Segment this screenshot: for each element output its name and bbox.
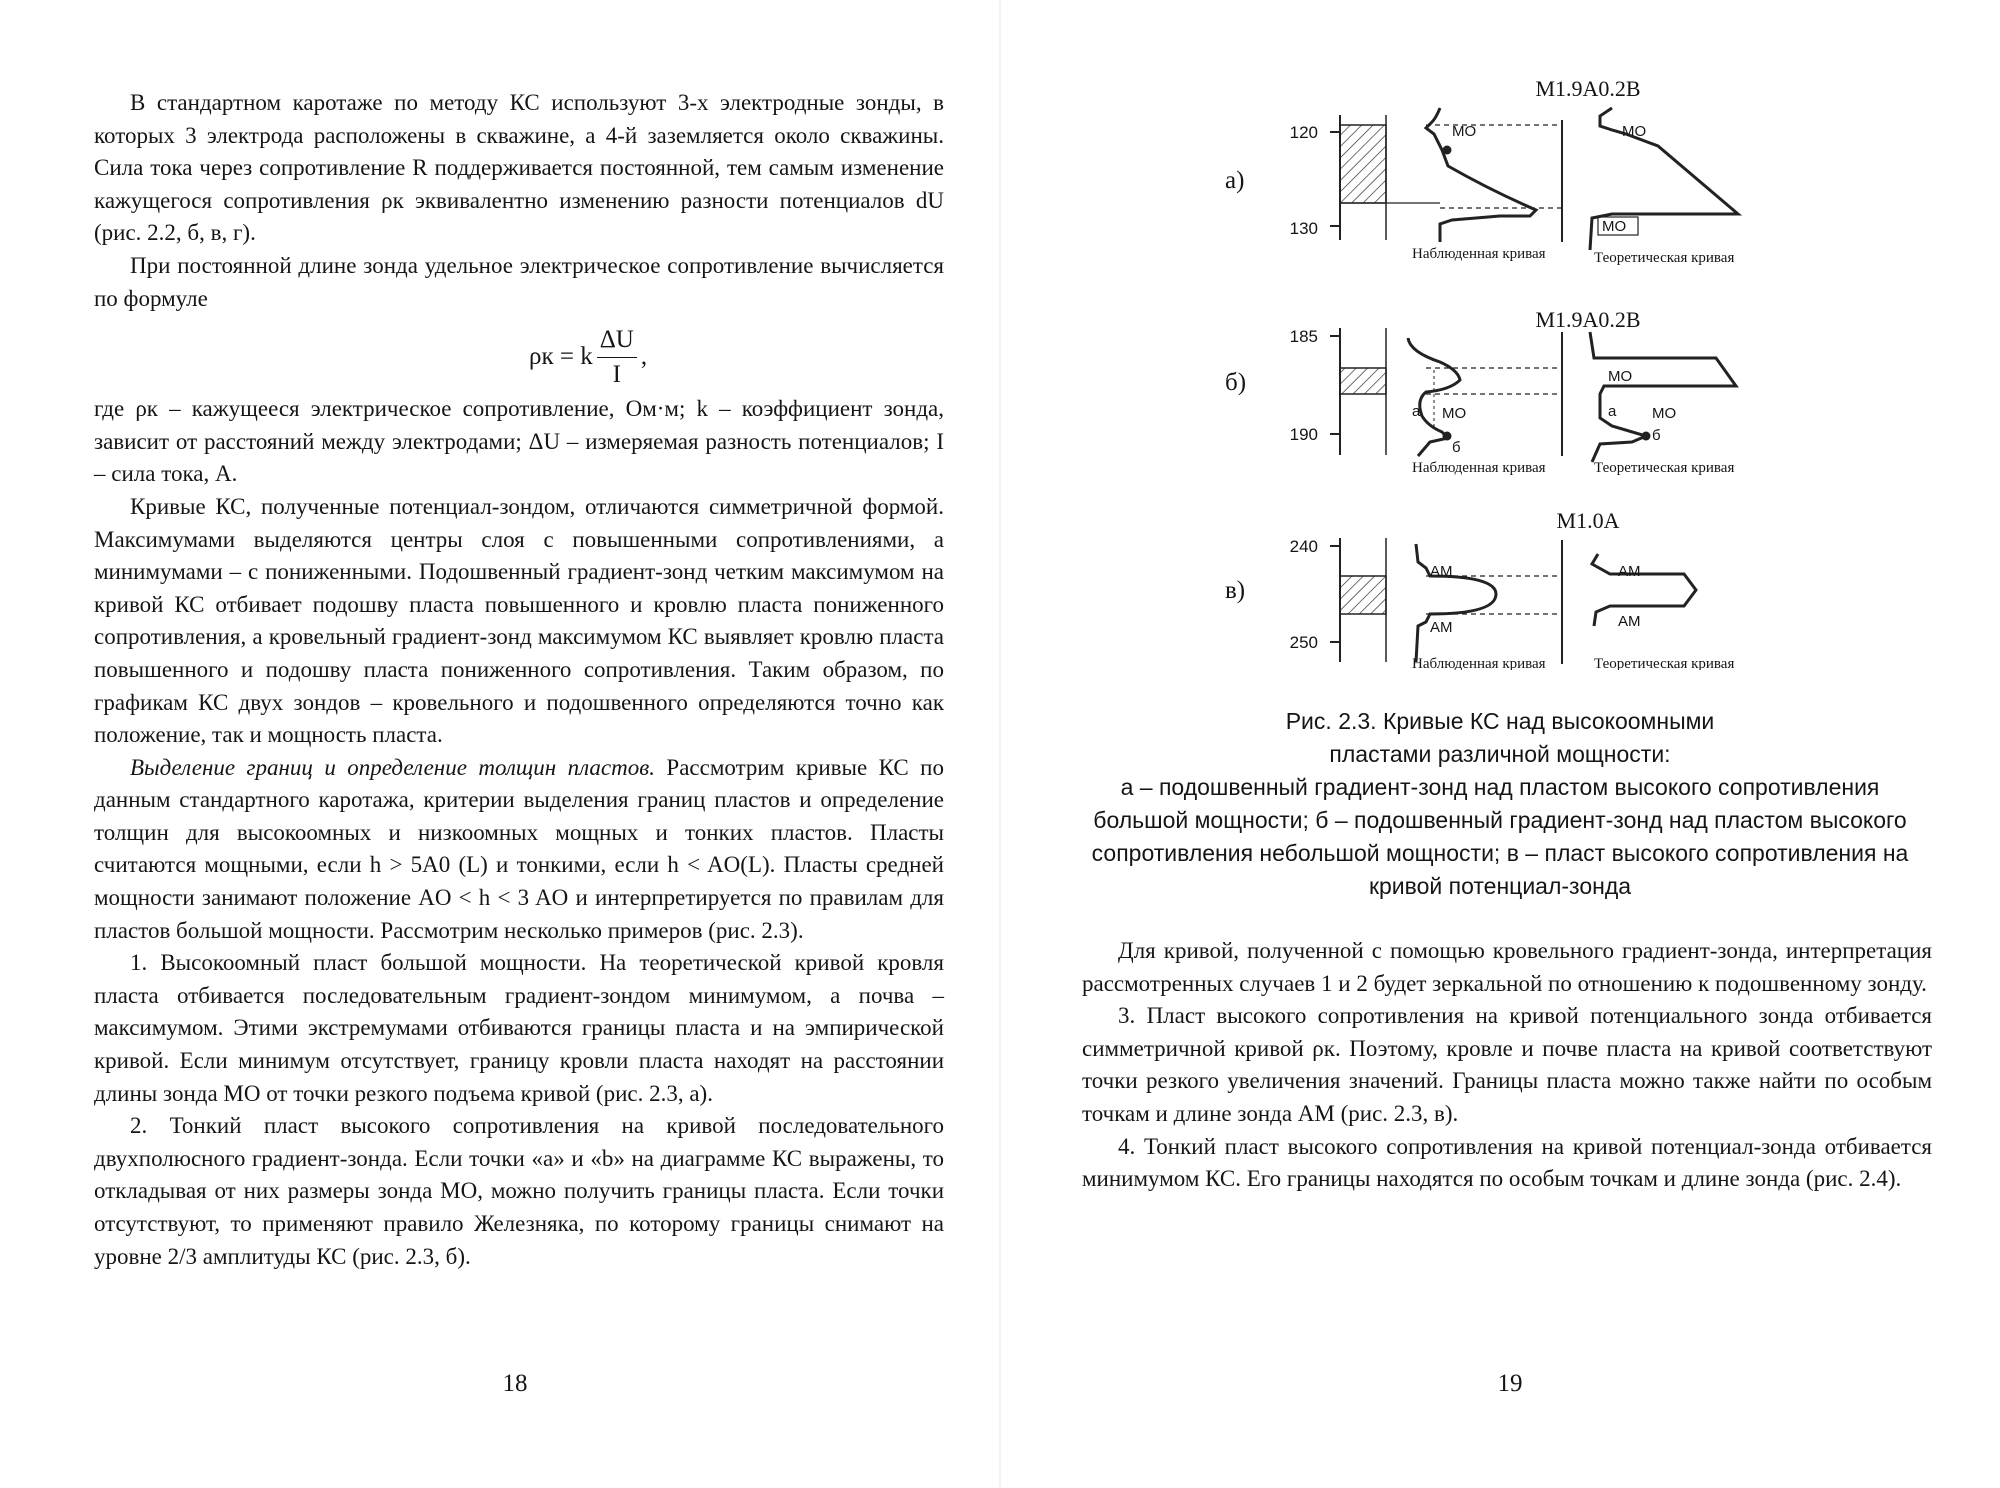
paragraph: При постоянной длине зонда удельное электрическое сопротивление вычисляется по формуле bbox=[94, 252, 944, 311]
depth-label: 185 bbox=[1289, 327, 1318, 346]
curve-point bbox=[1443, 432, 1452, 441]
mark-label: МО bbox=[1442, 405, 1467, 422]
panel-title: M1.9A0.2B bbox=[1535, 76, 1641, 101]
caption-line: большой мощности; б – подошвенный градиент-зонд над пластом высокого bbox=[1093, 807, 1907, 833]
page-number: 18 bbox=[502, 1370, 528, 1397]
point-label: а bbox=[1608, 403, 1617, 420]
mark-label: АМ bbox=[1430, 563, 1453, 580]
mark-label: АМ bbox=[1430, 619, 1453, 636]
numbered-paragraph: 1. Высокоомный пласт большой мощности. На теоретической кривой кровля пласта отбивается последовательным градиент-зондом минимумом, а почва – максимумом. Этими экстремумами отбиваются границы пласта и на эмпирической кривой. Если минимум отсутствует, границу кровли пласта находят на расстоянии длины зонда МО от точки резкого подъема кривой (рис. 2.3, а). bbox=[94, 950, 944, 1106]
theoretical-caption: Теоретическая кривая bbox=[1594, 460, 1735, 476]
resistivity-formula bbox=[94, 315, 944, 393]
formula-fraction bbox=[597, 323, 637, 392]
point-label: б bbox=[1452, 439, 1461, 456]
observed-caption: Наблюденная кривая bbox=[1412, 656, 1546, 670]
mark-label: МО bbox=[1652, 405, 1677, 422]
paragraph: 3. Пласт высокого сопротивления на кривой потенциального зонда отбивается симметричной кривой ρк. Поэтому, кровле и почве пласта на кривой соответствуют точки резкого увеличения значений. Границы пласта можно также найти по особым точкам и длине зонда АМ (рис. 2.3, в). bbox=[1082, 1003, 1932, 1126]
theoretical-curve bbox=[1590, 332, 1736, 462]
paragraph: Кривые КС, полученные потенциал-зондом, отличаются симметричной формой. Максимумами выделяются центры слоя с повышенными сопротивлениями, а минимумами – с пониженными. Подошвенный градиент-зонд четким максимумом на кривой КС отбивает подошву пласта повышенного и кровлю пласта пониженного сопротивления, а кровельный градиент-зонд максимумом КС выявляет кровлю пласта повышенного и подошву пласта пониженного сопротивления. Таким образом, по графикам КС двух зондов – кровельного и подошвенного определяются точно как положение, так и мощность пласта. bbox=[94, 493, 944, 748]
panel-c bbox=[1225, 508, 1734, 670]
panel-title: M1.9A0.2B bbox=[1535, 307, 1641, 332]
panel-title: M1.0A bbox=[1556, 508, 1620, 533]
layer-hatch bbox=[1340, 125, 1386, 203]
right-page-text bbox=[1082, 935, 1932, 1196]
section-paragraph bbox=[94, 752, 944, 948]
theoretical-caption: Теоретическая кривая bbox=[1594, 656, 1735, 670]
formula-numerator: ΔU bbox=[597, 323, 637, 358]
formula-lhs: ρк = k bbox=[529, 343, 593, 371]
mark-label: МО bbox=[1622, 123, 1647, 140]
theoretical-caption: Теоретическая кривая bbox=[1594, 250, 1735, 266]
caption-line: пластами различной мощности: bbox=[1329, 741, 1671, 767]
layer-hatch bbox=[1340, 368, 1386, 394]
depth-label: 240 bbox=[1289, 537, 1318, 556]
panel-label: в) bbox=[1225, 577, 1246, 604]
point-label: а bbox=[1412, 403, 1421, 420]
paragraph: Для кривой, полученной с помощью кровельного градиент-зонда, интерпретация рассмотренных случаев 1 и 2 будет зеркальной по отношению к подошвенному зонду. bbox=[1082, 938, 1932, 996]
observed-curve bbox=[1426, 108, 1536, 242]
section-title: Выделение границ и определение толщин пластов. bbox=[130, 754, 655, 780]
right-page bbox=[1000, 0, 2000, 1488]
paragraph: В стандартном каротаже по методу КС используют 3-х электродные зонды, в которых 3 электрода расположены в скважине, а 4-й заземляется около скважины. Сила тока через сопротивление R поддерживается постоянной, тем самым изменение кажущегося сопротивления ρк эквивалентно изменению разности потенциалов dU (рис. 2.2, б, в, г). bbox=[94, 90, 944, 246]
caption-line: Рис. 2.3. Кривые КС над высокоомными bbox=[1285, 708, 1715, 734]
panel-a bbox=[1225, 76, 1738, 266]
formula-trail: , bbox=[640, 343, 648, 371]
mark-label: АМ bbox=[1618, 563, 1641, 580]
panel-b bbox=[1225, 307, 1736, 476]
left-page-text bbox=[94, 87, 944, 1273]
section-text: Рассмотрим кривые КС по данным стандартного каротажа, критерии выделения границ пластов и определение толщин для высокоомных и низкоомных мощных и тонких пластов. Пласты считаются мощными, если h > 5A0 (L) и тонкими, если h < AO(L). Пласты средней мощности занимают положение AO < h < 3 AO и интерпретируется по правилам для пластов большой мощности. Рассмотрим несколько примеров (рис. 2.3). bbox=[94, 754, 944, 943]
caption-line: кривой потенциал-зонда bbox=[1368, 873, 1632, 899]
formula-denominator: I bbox=[612, 361, 621, 389]
mark-label: МО bbox=[1602, 218, 1627, 235]
observed-caption: Наблюденная кривая bbox=[1412, 460, 1546, 476]
mark-label: МО bbox=[1452, 123, 1477, 140]
curve-point bbox=[1642, 432, 1651, 441]
layer-hatch bbox=[1340, 576, 1386, 614]
caption-line: сопротивления небольшой мощности; в – пласт высокого сопротивления на bbox=[1091, 840, 1909, 866]
curve-point bbox=[1443, 146, 1452, 155]
depth-label: 250 bbox=[1289, 633, 1318, 652]
figure-caption bbox=[1090, 705, 1910, 903]
observed-curve bbox=[1416, 544, 1496, 662]
caption-line: а – подошвенный градиент-зонд над пластом высокого сопротивления bbox=[1120, 774, 1880, 800]
mark-label: МО bbox=[1608, 368, 1633, 385]
depth-label: 120 bbox=[1289, 123, 1318, 142]
point-label: б bbox=[1652, 427, 1661, 444]
mark-label: АМ bbox=[1618, 613, 1641, 630]
observed-caption: Наблюденная кривая bbox=[1412, 246, 1546, 262]
panel-label: б) bbox=[1225, 369, 1247, 396]
numbered-paragraph: 2. Тонкий пласт высокого сопротивления на кривой последовательного двухполюсного градиент-зонда. Если точки «а» и «b» на диаграмме КС выражены, то откладывая от них размеры зонда МО, можно получить границы пласта. Если точки отсутствуют, то применяют правило Железняка, по которому границы снимают на уровне 2/3 амплитуды КС (рис. 2.3, б). bbox=[94, 1113, 944, 1269]
depth-label: 190 bbox=[1289, 425, 1318, 444]
page-number: 19 bbox=[1497, 1370, 1523, 1397]
paragraph: где ρк – кажущееся электрическое сопротивление, Ом·м; k – коэффициент зонда, зависит от расстояний между электродами; ΔU – измеряемая разность потенциалов; I – сила тока, А. bbox=[94, 396, 944, 487]
theoretical-curve bbox=[1592, 554, 1696, 626]
depth-label: 130 bbox=[1289, 219, 1318, 238]
paragraph: 4. Тонкий пласт высокого сопротивления на кривой потенциал-зонда отбивается минимумом КС. Его границы находятся по особым точкам и длине зонда (рис. 2.4). bbox=[1082, 1133, 1932, 1192]
panel-label: а) bbox=[1225, 167, 1245, 194]
figure-2-3 bbox=[1190, 70, 1910, 670]
